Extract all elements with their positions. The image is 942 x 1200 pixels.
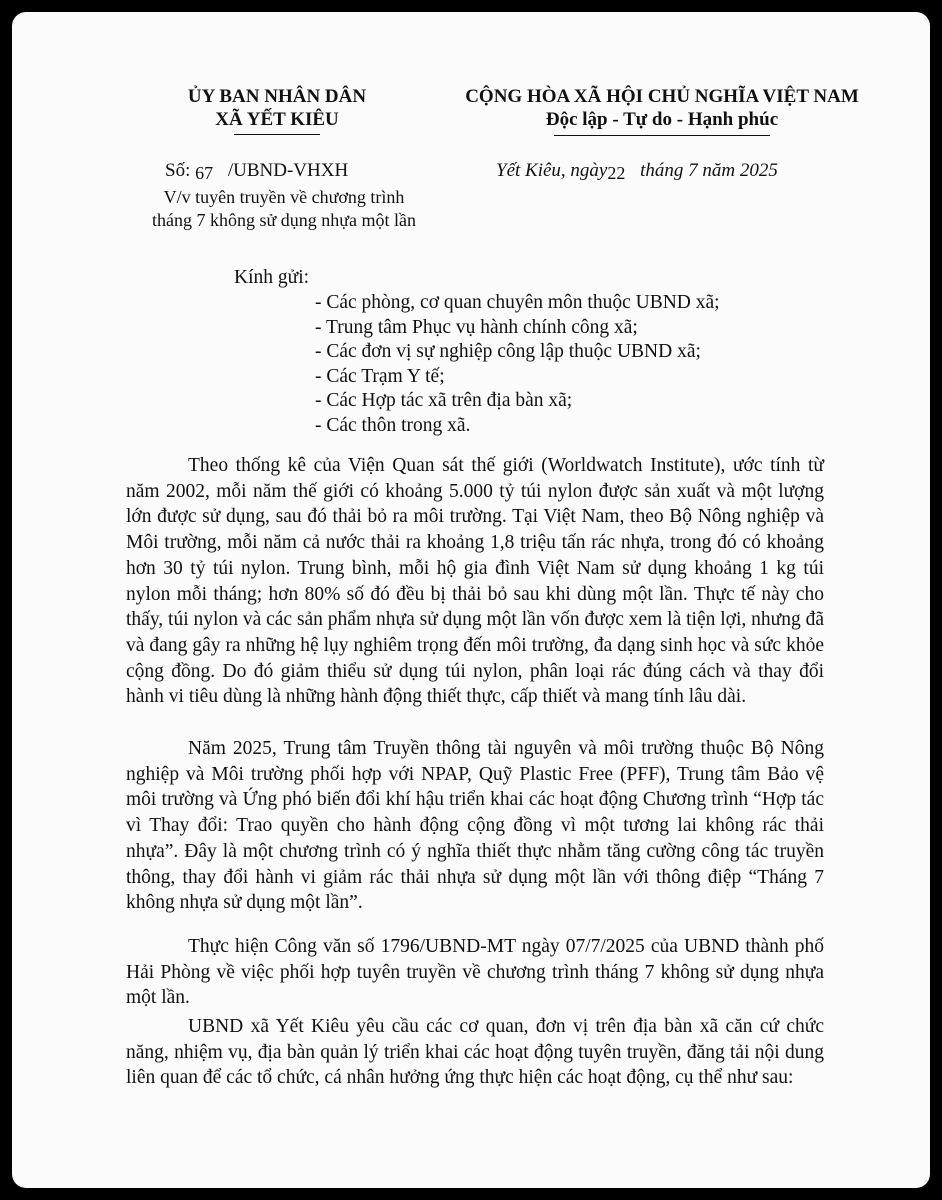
agency-underline bbox=[234, 134, 320, 135]
doc-number-prefix: Số: bbox=[165, 160, 191, 181]
recipient-item: - Các đơn vị sự nghiệp công lập thuộc UBND xã; bbox=[315, 341, 701, 362]
subject-line-2: tháng 7 không sử dụng nhựa một lần bbox=[152, 210, 416, 230]
body-paragraph-2: Năm 2025, Trung tâm Truyền thông tài nguyên và môi trường thuộc Bộ Nông nghiệp và Môi trường phối hợp với NPAP, Quỹ Plastic Free (PFF), Trung tâm Bảo vệ môi trường và Ứng phó biến đổi khí hậu triển khai các hoạt động Chương trình “Hợp tác vì Thay đổi: Trao quyền cho hành động cộng đồng vì một tương lai không rác thải nhựa”. Đây là một chương trình có ý nghĩa thiết thực nhằm tăng cường công tác truyền thông, thay đổi hành vi giảm rác thải nhựa sử dụng một lần với thông điệp “Tháng 7 không nhựa sử dụng một lần”. bbox=[126, 738, 824, 914]
body-paragraph-1: Theo thống kê của Viện Quan sát thế giới (Worldwatch Institute), ước tính từ năm 2002, mỗi năm thế giới có khoảng 5.000 tỷ túi nylon được sản xuất và một lượng lớn được sử dụng, sau đó thải bỏ ra môi trường. Tại Việt Nam, theo Bộ Nông nghiệp và Môi trường, mỗi năm cả nước thải ra khoảng 1,8 triệu tấn rác nhựa, trong đó có khoảng hơn 30 tỷ túi nylon. Trung bình, mỗi hộ gia đình Việt Nam sử dụng khoảng 1 kg túi nylon mỗi tháng; hơn 80% số đó đều bị thải bỏ sau khi dùng một lần. Thực tế này cho thấy, túi nylon và các sản phẩm nhựa sử dụng một lần vốn được xem là tiện lợi, nhưng đã và đang gây ra những hệ lụy nghiêm trọng đến môi trường, đa dạng sinh học và sức khỏe cộng đồng. Do đó giảm thiểu sử dụng túi nylon, phân loại rác đúng cách và thay đổi hành vi tiêu dùng là những hành động thiết thực, cấp thiết và mang tính lâu dài. bbox=[126, 455, 824, 708]
issue-date bbox=[496, 160, 778, 182]
recipient-item: - Các thôn trong xã. bbox=[315, 414, 471, 436]
date-rest: tháng 7 năm 2025 bbox=[640, 160, 778, 181]
document-number bbox=[165, 160, 348, 182]
document-page bbox=[12, 12, 930, 1188]
agency-name: ỦY BAN NHÂN DÂN bbox=[187, 86, 367, 107]
subject-line-1: V/v tuyên truyền về chương trình bbox=[163, 187, 405, 207]
doc-number-value: 67 bbox=[195, 163, 214, 183]
body-paragraph-4: UBND xã Yết Kiêu yêu cầu các cơ quan, đơn vị trên địa bàn xã căn cứ chức năng, nhiệm vụ, địa bàn quản lý triển khai các hoạt động tuyên truyền, đăng tải nội dung liên quan để các tổ chức, cá nhân hưởng ứng thực hiện các hoạt động, cụ thể như sau: bbox=[126, 1016, 824, 1089]
recipient-item: - Các phòng, cơ quan chuyên môn thuộc UBND xã; bbox=[315, 292, 720, 313]
date-place: Yết Kiêu, ngày bbox=[496, 160, 608, 181]
salutation: Kính gửi: bbox=[234, 267, 310, 288]
recipient-item: - Các Trạm Y tế; bbox=[315, 365, 445, 387]
doc-number-suffix: /UBND-VHXH bbox=[227, 160, 349, 181]
national-motto: Độc lập - Tự do - Hạnh phúc bbox=[545, 109, 779, 130]
recipient-item: - Các Hợp tác xã trên địa bàn xã; bbox=[315, 390, 573, 411]
body-paragraph-3: Thực hiện Công văn số 1796/UBND-MT ngày 07/7/2025 của UBND thành phố Hải Phòng về việc phối hợp tuyên truyền về chương trình tháng 7 không sử dụng nhựa một lần. bbox=[126, 936, 824, 1009]
commune-name: XÃ YẾT KIÊU bbox=[215, 109, 339, 130]
recipient-item: - Trung tâm Phục vụ hành chính công xã; bbox=[315, 316, 638, 338]
motto-underline bbox=[554, 135, 770, 136]
date-day: 22 bbox=[607, 163, 626, 183]
national-title: CỘNG HÒA XÃ HỘI CHỦ NGHĨA VIỆT NAM bbox=[465, 86, 859, 107]
